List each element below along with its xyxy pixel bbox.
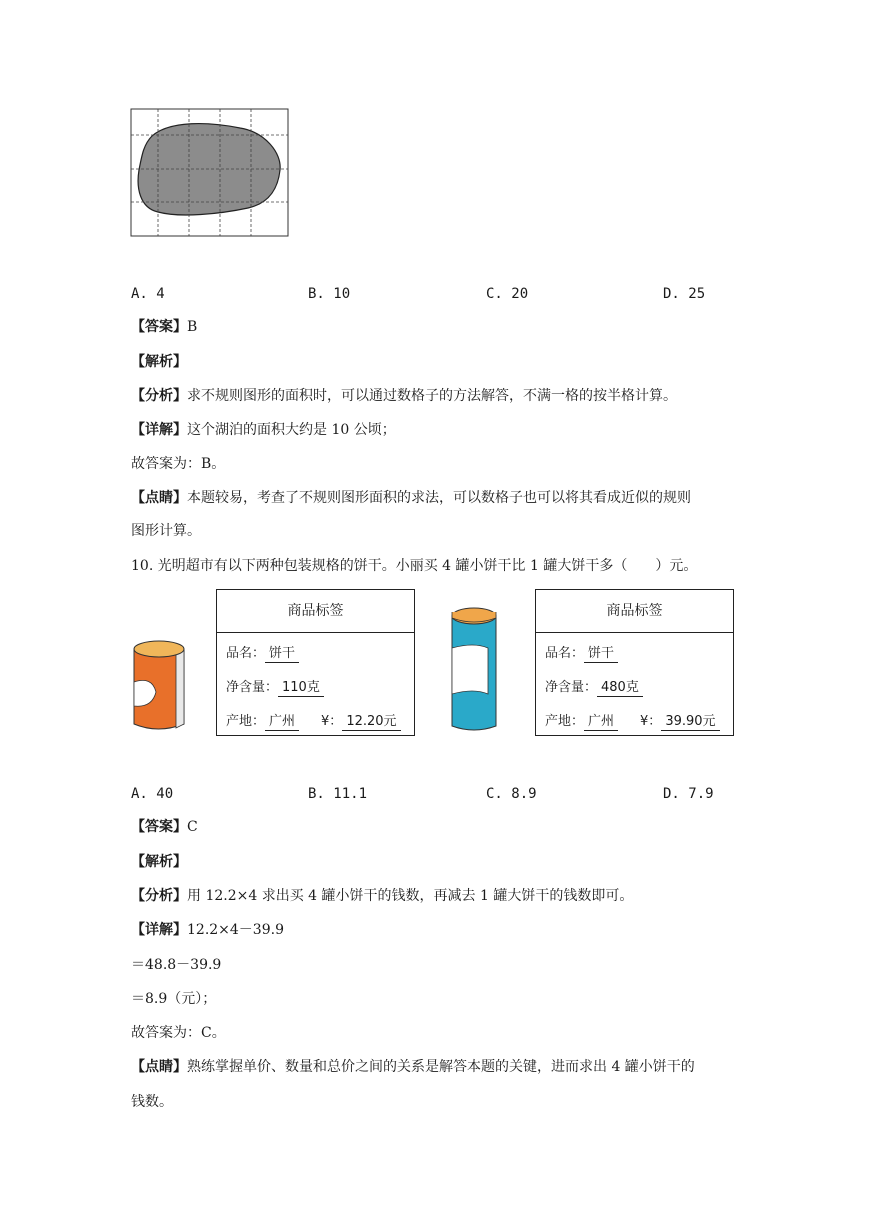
q9-fenxi: 【分析】求不规则图形的面积时，可以通过数格子的方法解答，不满一格的按半格计算。	[131, 388, 677, 404]
q10-option-a: A. 40	[131, 786, 174, 802]
q9-dianjing: 【点睛】本题较易，考查了不规则图形面积的求法，可以数格子也可以将其看成近似的规则	[131, 490, 691, 506]
label-origin-row: 产地： 广州 ¥： 12.20元	[226, 710, 401, 731]
q10-xiangjie: 【详解】12.2×4－39.9	[131, 922, 284, 938]
q10-dianjing-cont: 钱数。	[131, 1094, 173, 1110]
q9-jiexi: 【解析】	[131, 354, 187, 370]
q9-dianjing-cont: 图形计算。	[131, 523, 201, 539]
label-name-row: 品名： 饼干	[545, 642, 618, 663]
label-name-row: 品名： 饼干	[226, 642, 299, 663]
q10-option-b: B. 11.1	[308, 786, 368, 802]
q10-dianjing: 【点睛】熟练掌握单价、数量和总价之间的关系是解答本题的关键，进而求出 4 罐小饼干的	[131, 1059, 695, 1075]
q10-fenxi: 【分析】用 12.2×4 求出买 4 罐小饼干的钱数，再减去 1 罐大饼干的钱数即可。	[131, 888, 634, 904]
q9-conclusion: 故答案为：B。	[131, 456, 226, 472]
small-cookie-can	[130, 636, 190, 736]
q10-step2: ＝48.8－39.9	[131, 957, 222, 973]
q10-option-c: C. 8.9	[486, 786, 537, 802]
label-header: 商品标签	[536, 590, 733, 633]
product-label-big	[535, 589, 734, 736]
label-weight-row: 净含量： 480克	[545, 676, 643, 697]
q9-option-d: D. 25	[663, 286, 706, 302]
big-cookie-can	[446, 602, 504, 736]
q9-option-a: A. 4	[131, 286, 165, 302]
lake-grid-figure	[130, 108, 290, 238]
q10-option-d: D. 7.9	[663, 786, 714, 802]
q10-conclusion: 故答案为：C。	[131, 1025, 226, 1041]
q10-step3: ＝8.9（元）；	[131, 991, 217, 1007]
product-label-small	[216, 589, 415, 736]
q9-answer: 【答案】B	[131, 319, 198, 335]
q9-option-b: B. 10	[308, 286, 351, 302]
label-weight-row: 净含量： 110克	[226, 676, 324, 697]
q10-question: 10. 光明超市有以下两种包装规格的饼干。小丽买 4 罐小饼干比 1 罐大饼干多（ ）元。	[131, 558, 698, 574]
label-origin-row: 产地： 广州 ¥： 39.90元	[545, 710, 720, 731]
q9-xiangjie: 【详解】这个湖泊的面积大约是 10 公顷；	[131, 422, 396, 438]
q9-option-c: C. 20	[486, 286, 529, 302]
label-header: 商品标签	[217, 590, 414, 633]
q10-jiexi: 【解析】	[131, 854, 187, 870]
q10-answer: 【答案】C	[131, 819, 198, 835]
